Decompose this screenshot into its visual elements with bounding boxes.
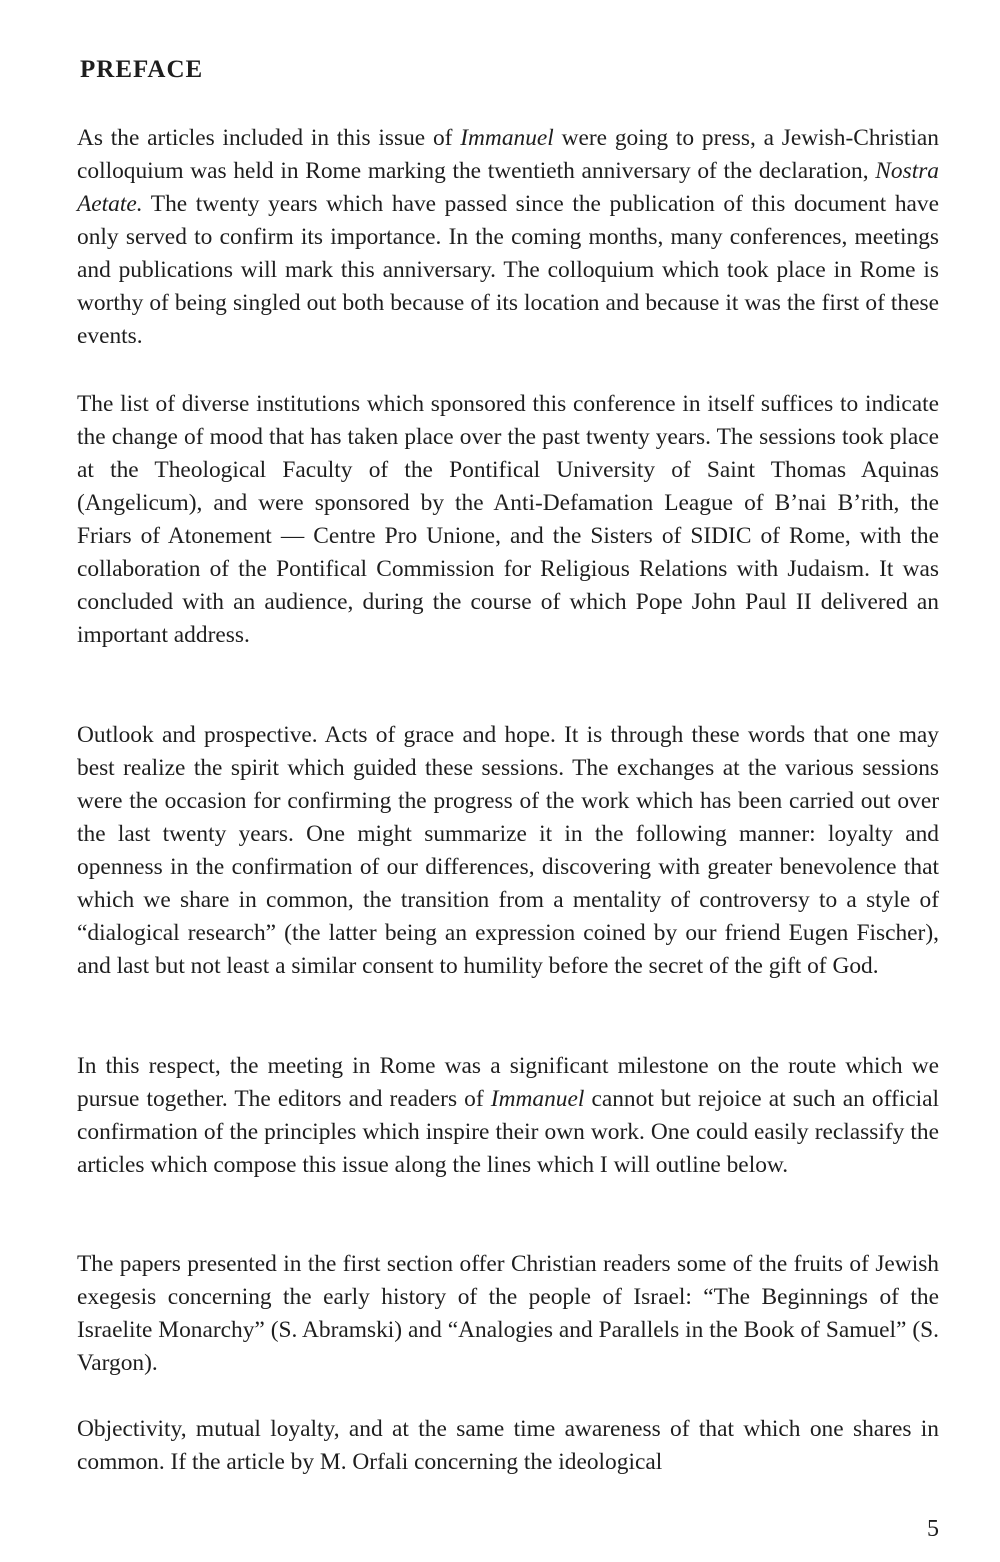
page-heading: PREFACE: [80, 56, 204, 83]
journal-title-italic: Immanuel: [460, 125, 554, 151]
text-run: cannot but rejoice at such an official confirmation of the principles which inspire their own work. One could easily reclassify the articles which compose this issue along the lines which I will outline below.: [77, 1086, 940, 1178]
paragraph-4: [77, 1050, 939, 1182]
declaration-title-italic: Nostra Aetate.: [77, 158, 939, 217]
text-run: Objectivity, mutual loyalty, and at the same time awareness of that which one shares in common. If the article by M. Orfali concerning the ideological: [77, 1416, 939, 1475]
page-number: 5: [927, 1516, 939, 1542]
paragraph-3: [77, 719, 939, 983]
paragraph-5: [77, 1248, 939, 1380]
text-run: As the articles included in this issue of: [77, 125, 461, 151]
paragraph-2: [77, 388, 939, 652]
text-run: The list of diverse institutions which sponsored this conference in itself suffices to indicate the change of mood that has taken place over the past twenty years. The sessions took place at the Theological Faculty of the Pontifical University of Saint Thomas Aquinas (Angelicum), and were sponsored by the Anti-Defamation League of B’nai B’rith, the Friars of Atonement — Centre Pro Unione, and the Sisters of SIDIC of Rome, with the collaboration of the Pontifical Commission for Religious Relations with Judaism. It was concluded with an audience, during the course of which Pope John Paul II delivered an important address.: [77, 391, 939, 648]
text-run: The twenty years which have passed since the publication of this document have only served to confirm its importance. In the coming months, many conferences, meetings and publications will mark this anniversary. The colloquium which took place in Rome is worthy of being singled out both because of its location and because it was the first of these events.: [77, 191, 939, 349]
text-run: were going to press, a Jewish-Christian colloquium was held in Rome marking the twentieth anniversary of the declaration,: [77, 125, 939, 184]
paragraph-6: [77, 1413, 939, 1479]
document-page: [77, 0, 939, 1562]
text-run: Outlook and prospective. Acts of grace and hope. It is through these words that one may best realize the spirit which guided these sessions. The exchanges at the various sessions were the occasion for confirming the progress of the work which has been carried out over the last twenty years. One might summarize it in the following manner: loyalty and openness in the confirmation of our differences, discovering with greater benevolence that which we share in common, the transition from a mentality of controversy to a style of “dialogical research” (the latter being an expression coined by our friend Eugen Fischer), and last but not least a similar consent to humility before the secret of the gift of God.: [77, 722, 939, 979]
text-run: In this respect, the meeting in Rome was a significant milestone on the route which we pursue together. The editors and readers of: [77, 1053, 939, 1112]
paragraph-1: [77, 122, 939, 353]
text-run: The papers presented in the first section offer Christian readers some of the fruits of Jewish exegesis concerning the early history of the people of Israel: “The Beginnings of the Israelite Monarchy” (S. Abramski) and “Analogies and Parallels in the Book of Samuel” (S. Vargon).: [77, 1251, 939, 1376]
journal-title-italic: Immanuel: [490, 1086, 585, 1112]
